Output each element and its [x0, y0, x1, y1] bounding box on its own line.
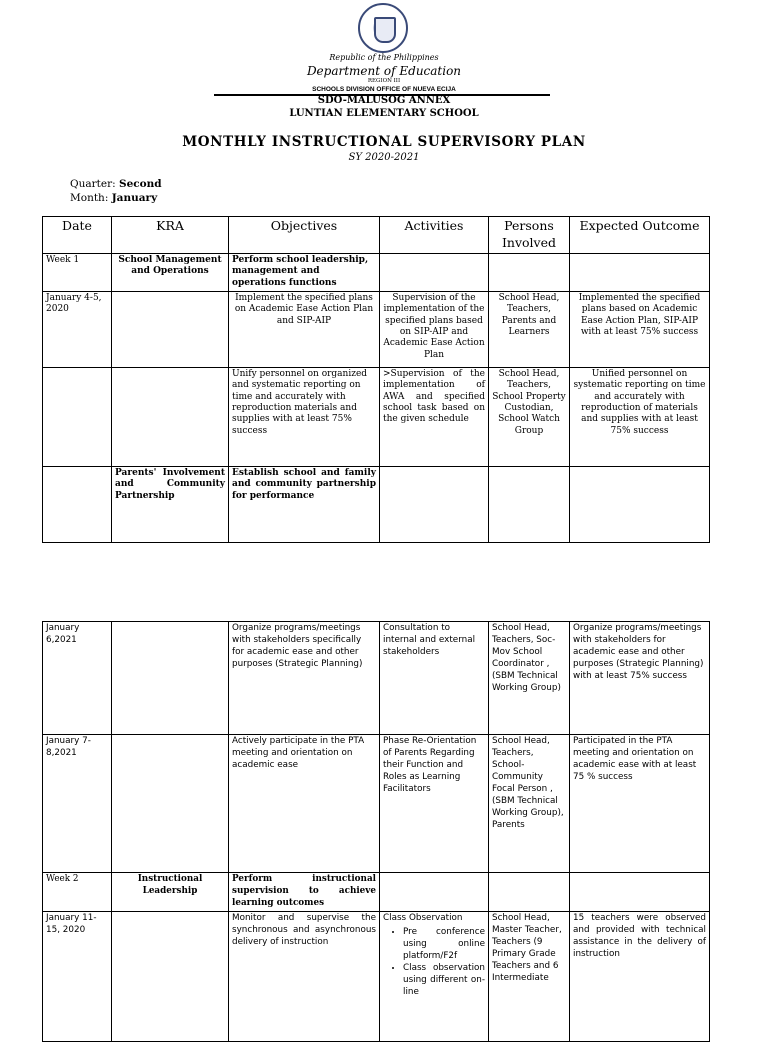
- cell-outcome: [570, 253, 710, 291]
- cell-outcome: Participated in the PTA meeting and orientation on academic ease with at least 75 % success: [570, 735, 710, 873]
- col-kra: KRA: [112, 217, 229, 254]
- supervisory-plan-table-2: [42, 621, 710, 1042]
- cell-kra: [112, 367, 229, 466]
- cell-kra: Parents' Involvement and Community Partnership: [112, 466, 229, 542]
- cell-date: Week 1: [43, 253, 112, 291]
- cell-objective: Actively participate in the PTA meeting and orientation on academic ease: [229, 735, 380, 873]
- cell-persons: [489, 873, 570, 912]
- table-row: [43, 291, 710, 367]
- cell-objective: Unify personnel on organized and systematic reporting on time and accurately with reproduction materials and supplies with at least 75% success: [229, 367, 380, 466]
- region-text: REGION III: [367, 78, 401, 84]
- col-date: Date: [43, 217, 112, 254]
- cell-objective: Perform school leadership, management and operations functions: [229, 253, 380, 291]
- cell-activity: Phase Re-Orientation of Parents Regarding their Function and Roles as Learning Facilitators: [380, 735, 489, 873]
- cell-kra: [112, 911, 229, 1041]
- deped-seal-logo: [358, 3, 408, 53]
- cell-kra: School Management and Operations: [112, 253, 229, 291]
- cell-objective: Implement the specified plans on Academic Ease Action Plan and SIP-AIP: [229, 291, 380, 367]
- table-row: [43, 253, 710, 291]
- table-row: [43, 466, 710, 542]
- cell-persons: [489, 466, 570, 542]
- quarter-line: Quarter: Second: [70, 178, 162, 190]
- cell-date: January 6,2021: [43, 622, 112, 735]
- cell-objective: Establish school and family and community partnership for performance: [229, 466, 380, 542]
- cell-outcome: [570, 873, 710, 912]
- cell-objective: Monitor and supervise the synchronous and asynchronous delivery of instruction: [229, 911, 380, 1041]
- cell-persons: School Head, Master Teacher, Teachers (9 Primary Grade Teachers and 6 Intermediate: [489, 911, 570, 1041]
- cell-activity: [380, 253, 489, 291]
- document-title: MONTHLY INSTRUCTIONAL SUPERVISORY PLAN: [182, 134, 586, 150]
- cell-outcome: [570, 466, 710, 542]
- school-year: SY 2020-2021: [348, 152, 420, 163]
- cell-kra: Instructional Leadership: [112, 873, 229, 912]
- cell-kra: [112, 291, 229, 367]
- col-expected-outcome: Expected Outcome: [570, 217, 710, 254]
- cell-persons: School Head, Teachers, Parents and Learners: [489, 291, 570, 367]
- annex-name: SDO-MALUSOG ANNEX: [317, 95, 451, 106]
- cell-persons: [489, 253, 570, 291]
- cell-objective: Organize programs/meetings with stakeholders specifically for academic ease and other purposes (Strategic Planning): [229, 622, 380, 735]
- cell-kra: [112, 735, 229, 873]
- cell-outcome: Unified personnel on systematic reporting on time and accurately with reproduction of materials and supplies with at least 75% success: [570, 367, 710, 466]
- table-row: [43, 735, 710, 873]
- cell-outcome: Organize programs/meetings with stakeholders for academic ease and other purposes (Strategic Planning) with at least 75% success: [570, 622, 710, 735]
- cell-date: January 7-8,2021: [43, 735, 112, 873]
- school-name: LUNTIAN ELEMENTARY SCHOOL: [289, 108, 479, 119]
- supervisory-plan-table-1: [42, 216, 710, 543]
- month-line: Month: January: [70, 192, 158, 204]
- table-row: [43, 873, 710, 912]
- cell-activity: [380, 466, 489, 542]
- cell-date: January 4-5, 2020: [43, 291, 112, 367]
- cell-activity: Consultation to internal and external stakeholders: [380, 622, 489, 735]
- col-objectives: Objectives: [229, 217, 380, 254]
- cell-activity: >Supervision of the implementation of AWA and specified school task based on the given schedule: [380, 367, 489, 466]
- cell-activity: Supervision of the implementation of the specified plans based on SIP-AIP and Academic Ease Action Plan: [380, 291, 489, 367]
- activity-bullet-list: [383, 927, 485, 999]
- cell-persons: School Head, Teachers, School Property Custodian, School Watch Group: [489, 367, 570, 466]
- list-item: • Pre conference using online platform/F2f: [403, 927, 485, 963]
- col-persons-involved: Persons Involved: [489, 217, 570, 254]
- republic-text: Republic of the Philippines: [329, 53, 439, 62]
- cell-outcome: Implemented the specified plans based on Academic Ease Action Plan, SIP-AIP with at least 75% success: [570, 291, 710, 367]
- cell-date: Week 2: [43, 873, 112, 912]
- cell-objective: Perform instructional supervision to achieve learning outcomes: [229, 873, 380, 912]
- table-header-row: [43, 217, 710, 254]
- table-row: [43, 911, 710, 1041]
- cell-date: [43, 367, 112, 466]
- activity-label: Class Observation: [383, 912, 463, 923]
- cell-date: January 11-15, 2020: [43, 911, 112, 1041]
- table-row: [43, 367, 710, 466]
- cell-persons: School Head, Teachers, School-Community Focal Person , (SBM Technical Working Group), Parents: [489, 735, 570, 873]
- col-activities: Activities: [380, 217, 489, 254]
- cell-activity: [380, 873, 489, 912]
- cell-persons: School Head, Teachers, Soc-Mov School Coordinator , (SBM Technical Working Group): [489, 622, 570, 735]
- department-name: Department of Education: [306, 64, 462, 78]
- cell-outcome: 15 teachers were observed and provided with technical assistance in the delivery of instruction: [570, 911, 710, 1041]
- division-text: SCHOOLS DIVISION OFFICE OF NUEVA ECIJA: [312, 86, 456, 93]
- table-row: [43, 622, 710, 735]
- cell-activity: [380, 911, 489, 1041]
- cell-kra: [112, 622, 229, 735]
- list-item: • Class observation using different on-line: [403, 963, 485, 999]
- cell-date: [43, 466, 112, 542]
